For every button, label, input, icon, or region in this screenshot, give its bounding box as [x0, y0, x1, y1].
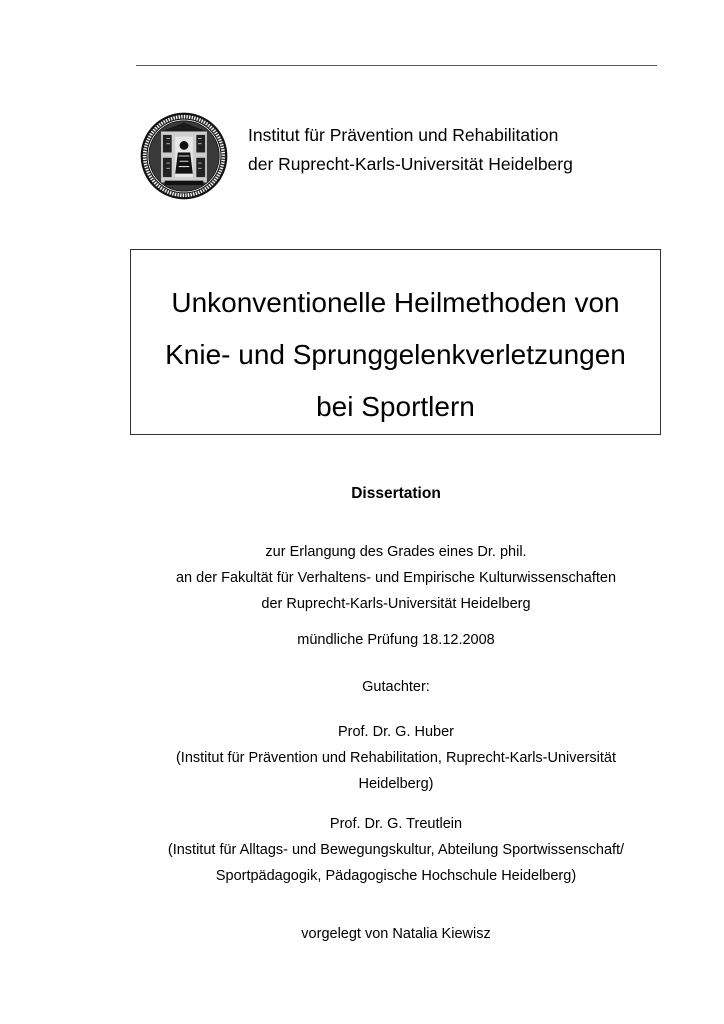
reviewer-2 — [0, 811, 724, 889]
title-line-1: Unkonventionelle Heilmethoden von — [171, 287, 620, 318]
institute-header — [248, 121, 573, 179]
reviewers-label: Gutachter: — [362, 679, 430, 695]
university-seal-icon — [140, 112, 228, 200]
document-type: Dissertation — [351, 485, 441, 502]
degree-line-1: zur Erlangung des Grades eines Dr. phil. — [265, 544, 527, 560]
reviewer-1 — [0, 719, 724, 797]
top-rule — [136, 65, 657, 66]
author-line: vorgelegt von Natalia Kiewisz — [301, 926, 491, 942]
institute-line-2: der Ruprecht-Karls-Universität Heidelberg — [248, 154, 573, 174]
title-line-3: bei Sportlern — [316, 391, 475, 422]
reviewer-1-affiliation-1: (Institut für Prävention und Rehabilitation, Ruprecht-Karls-Universität — [175, 750, 617, 766]
title-line-2: Knie- und Sprunggelenkverletzungen — [165, 339, 626, 370]
title-box — [130, 249, 661, 435]
exam-date: mündliche Prüfung 18.12.2008 — [297, 632, 495, 648]
degree-line-2: an der Fakultät für Verhaltens- und Empirische Kulturwissenschaften — [175, 570, 617, 586]
reviewer-2-name: Prof. Dr. G. Treutlein — [329, 816, 463, 832]
degree-line-3: der Ruprecht-Karls-Universität Heidelberg — [261, 596, 531, 612]
degree-statement — [0, 539, 724, 617]
reviewer-1-affiliation-2: Heidelberg) — [358, 776, 434, 792]
reviewer-2-affiliation-1: (Institut für Alltags- und Bewegungskultur, Abteilung Sportwissenschaft/ — [167, 842, 625, 858]
institute-line-1: Institut für Prävention und Rehabilitation — [248, 125, 559, 145]
reviewer-2-affiliation-2: Sportpädagogik, Pädagogische Hochschule Heidelberg) — [215, 868, 577, 884]
reviewer-1-name: Prof. Dr. G. Huber — [337, 724, 455, 740]
